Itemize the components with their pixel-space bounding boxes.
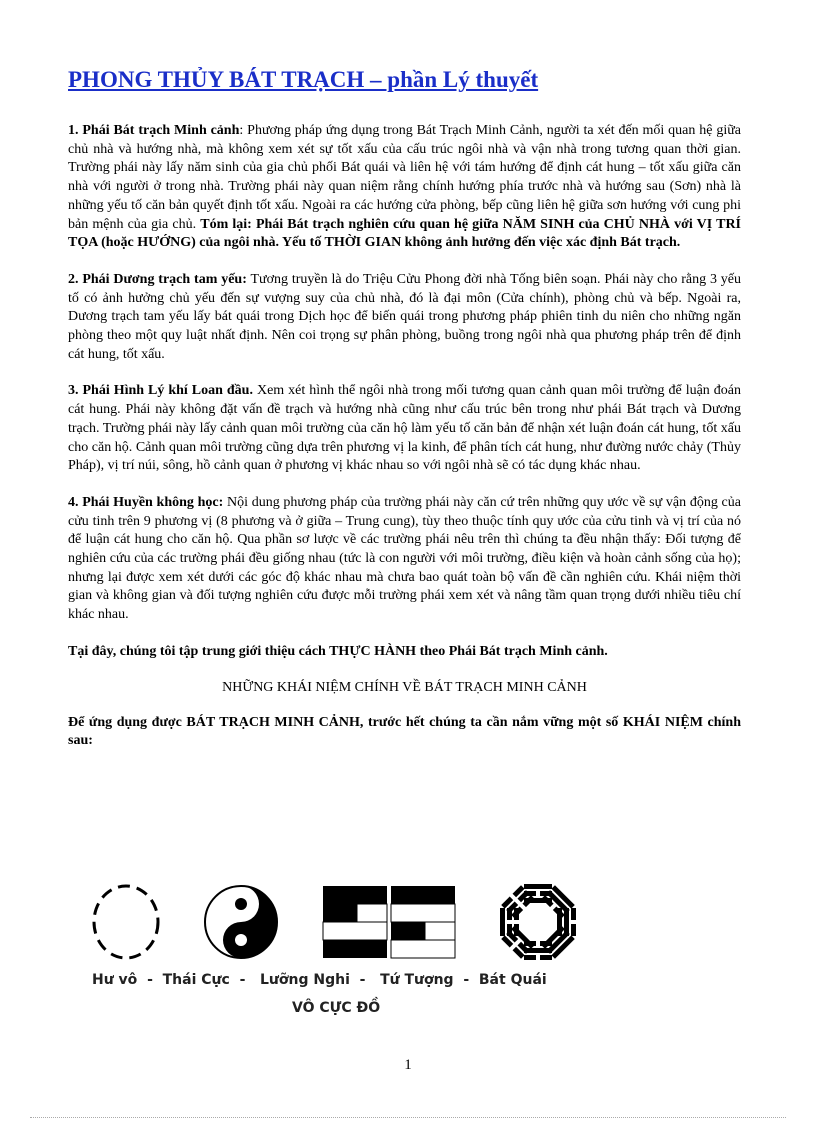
section-1 (68, 122, 741, 253)
page-title[interactable]: PHONG THỦY BÁT TRẠCH – phần Lý thuyết (68, 67, 539, 92)
label-bat-quai: Bát Quái (478, 972, 547, 988)
label-sep-4: - (463, 972, 470, 988)
section-3 (68, 382, 741, 476)
concepts-intro: Để ứng dụng được BÁT TRẠCH MINH CẢNH, trước hết chúng ta cần nắm vững một số KHÁI NIỆM chính sau: (68, 714, 741, 749)
section-1-lead: 1. Phái Bát trạch Minh cảnh (68, 123, 240, 138)
footer-divider (30, 1117, 786, 1118)
label-tu-tuong: Tứ Tượng (380, 972, 454, 988)
section-2 (68, 271, 741, 365)
label-hu-vo: Hư vô (92, 972, 138, 988)
section-1-summary: Tóm lại: Phái Bát trạch nghiên cứu quan hệ giữa NĂM SINH của CHỦ NHÀ với VỊ TRÍ TỌA (hoặc HƯỚNG) của ngôi nhà. Yếu tố THỜI GIAN không ảnh hưởng đến việc xác định Bát trạch. (68, 216, 742, 251)
label-sep-3: - (359, 972, 366, 988)
label-luong-nghi: Lưỡng Nghi (260, 972, 350, 988)
diagram-subtitle: VÔ CỰC ĐỒ (292, 1000, 381, 1016)
label-sep-1: - (147, 972, 153, 988)
hu-vo-icon (94, 886, 158, 958)
luong-nghi-icon (323, 886, 455, 958)
yin-yang-icon (205, 886, 277, 958)
label-thai-cuc: Thái Cực (162, 972, 230, 988)
diagram-svg (88, 876, 598, 976)
page-number: 1 (404, 1057, 412, 1073)
section-1-sep: : (239, 123, 248, 138)
section-3-body: Xem xét hình thể ngôi nhà trong mối tương quan cảnh quan môi trường để luận đoán cát hung. Phái này không đặt vấn đề trạch và hướng nhà cũng như cấu trúc bên trong như phái Bát trạch và Dương trạch. Trường phái này lấy cảnh quan môi trường của căn hộ làm yếu tố căn bản để nhận xét luận đoán cát hung, tốt xấu cho căn hộ. Cảnh quan môi trường cũng dựa trên phương vị la kinh, để phân tích cát hung, như đường nước chảy (Thủy Pháp), vị trí núi, sông, hồ cảnh quan ở phương vị khác nhau so với ngôi nhà sẽ có tác dụng khác nhau. (68, 383, 741, 474)
section-3-lead: 3. Phái Hình Lý khí Loan đầu. (68, 383, 253, 399)
label-sep-2: - (239, 972, 246, 988)
section-2-lead: 2. Phái Dương trạch tam yếu: (68, 271, 247, 287)
section-4-lead: 4. Phái Huyền không học: (68, 494, 224, 510)
diagram-labels (92, 972, 547, 988)
section-4-body: Nội dung phương pháp của trường phái này căn cứ trên những quy ước về sự vận động của cửu tinh trên 9 phương vị (8 phương và ở giữa – Trung cung), tùy theo thuộc tính quy ước của cửu tinh và vị trí của nó để luận cát hung cho căn hộ. Qua phần sơ lược về các trường phái nêu trên thì chúng ta đều nhận thấy: Đối tượng để nghiên cứu của các trường phái đều giống nhau (tức là con người với môi trường, điều kiện và hoàn cảnh sống của họ); nhưng lại được xem xét dưới các góc độ khác nhau mà chưa bao quát toàn bộ vấn đề cần nghiên cứu. Khái niệm thời gian và không gian và đối tượng nghiên cứu được mỗi trường phái xem xét và nâng tầm quan trọng dưới nhiều tiêu chí khác nhau. (68, 494, 741, 623)
concepts-heading: NHỮNG KHÁI NIỆM CHÍNH VỀ BÁT TRẠCH MINH CẢNH (222, 679, 587, 695)
section-2-body: Tương truyền là do Triệu Cửu Phong đời nhà Tống biên soạn. Phái này cho rằng 3 yếu tố có ảnh hưởng chủ yếu đến sự vượng suy của chủ nhà, đó là đại môn (Cửa chính), phòng chủ và bếp. Ngoài ra, Dương trạch tam yếu lấy bát quái trong Dịch học để biến quái trong phương pháp phiên tinh du niên cho những ngăn phòng theo một quy luật nhất định. Nên coi trọng sự phân phòng, buồng trong ngôi nhà qua phương pháp trên để định cát hung, tốt xấu. (68, 271, 741, 362)
section-4 (68, 494, 741, 625)
bat-quai-icon (500, 884, 576, 960)
section-1-body: Phương pháp ứng dụng trong Bát Trạch Minh Cảnh, người ta xét đến mối quan hệ giữa chủ nhà và hướng nhà, mà không xem xét sự tốt xấu của cấu trúc ngôi nhà và vận nhà trong tương quan thời gian. Trường phái này lấy năm sinh của gia chủ phối Bát quái và liên hệ với tám hướng để định cát hung – tốt xấu giữa căn nhà với người ở trong nhà. Trường phái này quan niệm rằng chính hướng phía trước nhà và hướng sau (Sơn) nhà là những yếu tố căn bản quyết định tốt xấu. Ngoài ra các hướng cửa phòng, bếp cũng liên hệ giữa sơn hướng với cung phi bản mệnh của gia chủ. (68, 123, 742, 232)
focus-statement: Tại đây, chúng tôi tập trung giới thiệu cách THỰC HÀNH theo Phái Bát trạch Minh cảnh. (68, 643, 608, 659)
document-page (68, 62, 741, 769)
